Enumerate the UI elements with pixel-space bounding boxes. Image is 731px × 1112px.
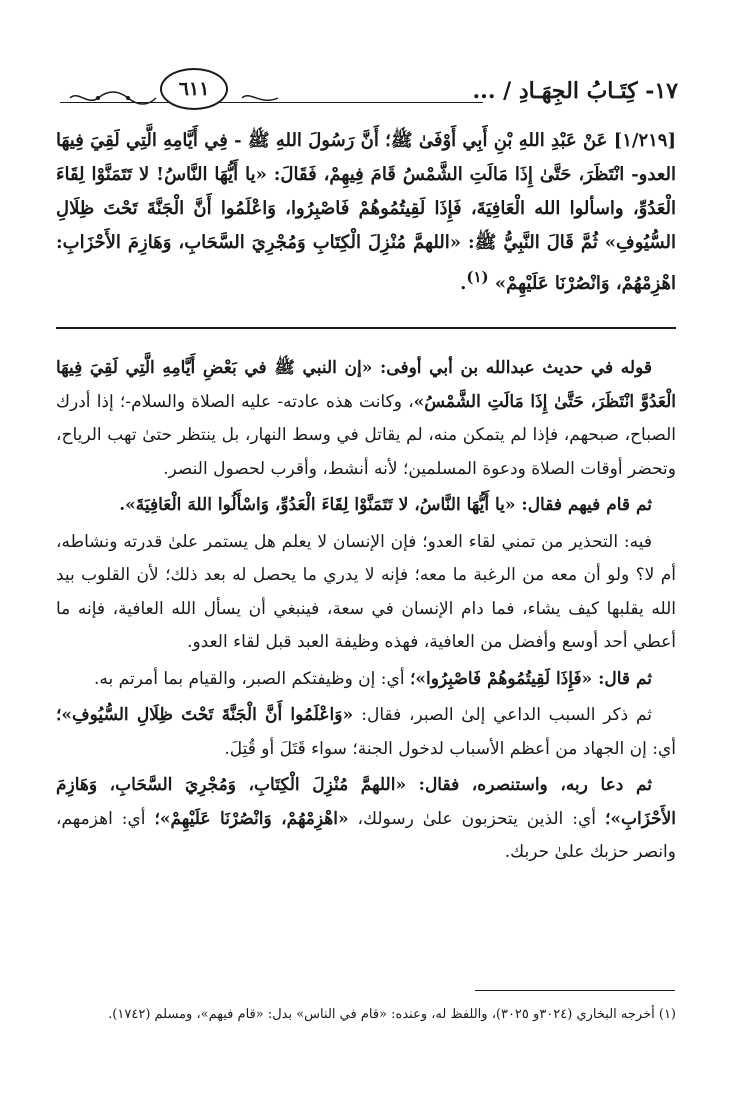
section-divider — [56, 327, 676, 329]
commentary-paragraph: ثم قام فيهم فقال: «يا أَيُّهَا النَّاسُ، لا تَتَمَنَّوْا لِقَاءَ الْعَدُوِّ، وَاسْأَلُوا اللهَ الْعَافِيَةَ». — [119, 495, 652, 515]
commentary-text: ، وكانت هذه عادته- عليه الصلاة والسلام-؛ إذا أدرك الصباح، صبحهم، فإذا لم يتمكن منه، لم يقاتل في وسط النهار، بل ينتظر حتىٰ تهب الرياح، وتحضر أوقات الصلاة ودعوة المسلمين؛ لأنه أنشط، وأقرب لحصول النصر. — [56, 391, 676, 479]
commentary-paragraph: فيه: التحذير من تمني لقاء العدو؛ فإن الإنسان لا يعلم هل يستمر علىٰ قدرته ونشاطه، أم لا؟ ولو أن معه من الرغبة ما معه؛ فإنه لا يدري ما يحصل له بعد ذلك؛ لأن القلوب بيد الله يقلبها كيف يشاء، فما دام الإنسان في سعة، فينبغي أن يسأل الله العافية، فإنه ما أعطي أحد أوسع وأفضل من العافية، فهذه وظيفة العبد قبل لقاء العدو. — [56, 531, 676, 652]
hadith-text: [١/٢١٩] عَنْ عَبْدِ اللهِ بْنِ أَبِي أَوْفَىٰ ﷺ؛ أَنَّ رَسُولَ اللهِ ﷺ - فِي أَيَّامِهِ الَّتِي لَقِيَ فِيهَا العدو- انْتَظَرَ، حَتَّىٰ إِذَا مَالَتِ الشَّمْسُ قَامَ فِيهِمْ، فَقَالَ: «يا أَيُّهَا النَّاسُ! لا تَتَمَنَّوْا لِقَاءَ الْعَدُوِّ، واسألوا الله الْعَافِيَةَ، فَإِذَا لَقِيتُمُوهُمْ فَاصْبِرُوا، وَاعْلَمُوا أَنَّ الْجَنَّةَ تَحْتَ ظِلَالِ السُّيُوفِ» ثُمَّ قَالَ النَّبِيُّ ﷺ: «اللهمَّ مُنْزِلَ الْكِتَابِ وَمُجْرِيَ السَّحَابِ، وَهَازِمَ الأَحْزَابِ: اهْزِمْهُمْ، وَانْصُرْنَا عَلَيْهِمْ» $^{(١)}$. — [56, 130, 676, 294]
commentary-lead: قوله في حديث عبدالله بن أبي أوفى: «إن النبي ﷺ في بَعْضِ أَيَّامِهِ الَّتِي لَقِيَ فِيهَا الْعَدُوَّ انْتَظَرَ، حَتَّىٰ إِذَا مَالَتِ الشَّمْسُ» — [56, 358, 676, 412]
commentary-paragraph — [56, 699, 676, 766]
commentary-quote: «اهْزِمْهُمْ، وَانْصُرْنَا عَلَيْهِمْ»؛ — [154, 808, 349, 829]
commentary-lead: ثم دعا ربه، واستنصره، فقال: «اللهمَّ مُنْزِلَ الْكِتَابِ، وَمُجْرِيَ السَّحَابِ، وَهَازِمَ الأَحْزَابِ»؛ — [56, 775, 677, 829]
hadith-body: عَنْ عَبْدِ اللهِ بْنِ أَبِي أَوْفَىٰ ﷺ؛ أَنَّ رَسُولَ اللهِ ﷺ - فِي أَيَّامِهِ الَّتِي لَقِيَ فِيهَا العدو- انْتَظَرَ، حَتَّىٰ إِذَا مَالَتِ الشَّمْسُ قَامَ فِيهِمْ، فَقَالَ: «يا أَيُّهَا النَّاسُ! لا تَتَمَنَّوْا لِقَاءَ الْعَدُوِّ، واسألوا الله الْعَافِيَةَ، فَإِذَا لَقِيتُمُوهُمْ فَاصْبِرُوا، وَاعْلَمُوا أَنَّ الْجَنَّةَ تَحْتَ ظِلَالِ السُّيُوفِ» ثُمَّ قَالَ النَّبِيُّ ﷺ: «اللهمَّ مُنْزِلَ الْكِتَابِ وَمُجْرِيَ السَّحَابِ، وَهَازِمَ الأَحْزَابِ: اهْزِمْهُمْ، وَانْصُرْنَا عَلَيْهِمْ» — [56, 130, 676, 294]
commentary-text: أي: الذين يتحزبون علىٰ رسولك، — [348, 808, 605, 829]
footnote-rule — [475, 990, 675, 991]
commentary-text: أي: إن الجهاد من أعظم الأسباب لدخول الجنة؛ سواء قَتَلَ أو قُتِلَ. — [224, 738, 676, 759]
hadith-reference: [١/٢١٩] — [613, 130, 676, 151]
commentary-paragraph — [56, 769, 676, 870]
commentary-text: أي: اهزمهم، وانصر حزبك علىٰ حربك. — [56, 808, 676, 862]
commentary-paragraph — [56, 663, 676, 697]
commentary-quote: «وَاعْلَمُوا أَنَّ الْجَنَّةَ تَحْتَ ظِلَالِ السُّيُوفِ»؛ — [56, 705, 362, 725]
commentary — [56, 352, 676, 873]
commentary-lead: ثم قال: «فَإِذَا لَقِيتُمُوهُمْ فَاصْبِرُوا»؛ — [409, 668, 652, 689]
running-header — [60, 72, 678, 112]
commentary-paragraph — [56, 352, 676, 486]
ornament-left-icon — [68, 90, 158, 110]
ornament-right-icon — [240, 90, 280, 110]
chapter-title: ١٧- كِتَـابُ الجِهَـادِ / ... — [472, 78, 678, 104]
footnote: (١) أخرجه البخاري (٣٠٢٤و ٣٠٢٥)، واللفظ له، وعنده: «قام في الناس» بدل: «قام فيهم»، ومسلم (١٧٤٢). — [108, 1007, 676, 1022]
commentary-text: ثم ذكر السبب الداعي إلىٰ الصبر، فقال: — [361, 705, 652, 725]
footnote-marker[interactable]: (١) — [466, 268, 489, 286]
page-number: ٦١١ — [160, 68, 228, 110]
commentary-text: أي: إن وظيفتكم الصبر، والقيام بما أمرتم به. — [94, 668, 410, 689]
